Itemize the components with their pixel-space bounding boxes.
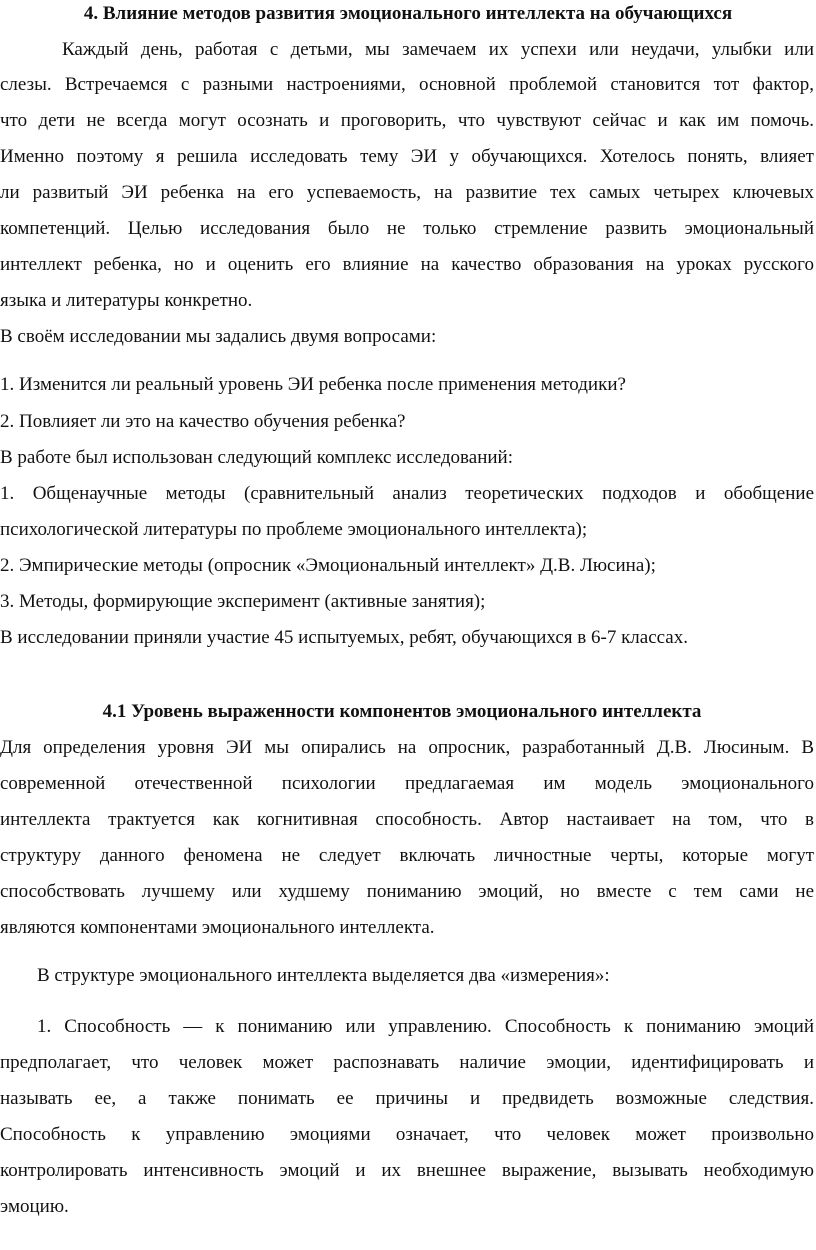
subsection-heading: 4.1 Уровень выраженности компонентов эмоционального интеллекта (102, 701, 702, 722)
paragraph-line: компетенций. Целью исследования было не только стремление развить эмоциональный (0, 218, 814, 239)
paragraph-line: Для определения уровня ЭИ мы опирались на опросник, разработанный Д.В. Люсиным. В (0, 737, 814, 758)
paragraph-line: эмоцию. (0, 1196, 69, 1217)
paragraph-line: ли развитый ЭИ ребенка на его успеваемость, на развитие тех самых четырех ключевых (0, 182, 814, 203)
methods-intro: В работе был использован следующий комплекс исследований: (0, 447, 513, 468)
paragraph-line: предполагает, что человек может распознавать наличие эмоции, идентифицировать и (0, 1052, 814, 1073)
paragraph-line: языка и литературы конкретно. (0, 290, 253, 311)
paragraph-line: 1. Способность — к пониманию или управлению. Способность к пониманию эмоций (37, 1016, 814, 1037)
paragraph-line: называть ее, а также понимать ее причины и предвидеть возможные следствия. (0, 1088, 814, 1109)
paragraph-line: Именно поэтому я решила исследовать тему ЭИ у обучающихся. Хотелось понять, влияет (0, 146, 814, 167)
paragraph-line: Каждый день, работая с детьми, мы замечаем их успехи или неудачи, улыбки или (62, 39, 814, 60)
list-item: 1. Изменится ли реальный уровень ЭИ ребенка после применения методики? (0, 374, 626, 395)
list-item: 3. Методы, формирующие эксперимент (активные занятия); (0, 591, 486, 612)
paragraph-line: интеллект ребенка, но и оценить его влияние на качество образования на уроках русского (0, 254, 814, 275)
list-item: 2. Повлияет ли это на качество обучения ребенка? (0, 411, 406, 432)
list-item: 1. Общенаучные методы (сравнительный анализ теоретических подходов и обобщение (0, 483, 814, 504)
participants-text: В исследовании приняли участие 45 испытуемых, ребят, обучающихся в 6-7 классах. (0, 627, 688, 648)
paragraph-line: контролировать интенсивность эмоций и их внешнее выражение, вызывать необходимую (0, 1160, 814, 1181)
list-item: психологической литературы по проблеме эмоционального интеллекта); (0, 519, 588, 540)
questions-intro: В своём исследовании мы задались двумя вопросами: (0, 326, 437, 347)
paragraph-line: слезы. Встречаемся с разными настроениями, основной проблемой становится тот фактор, (0, 74, 814, 95)
paragraph-line: способствовать лучшему или худшему пониманию эмоций, но вместе с тем сами не (0, 881, 814, 902)
paragraph-line: интеллекта трактуется как когнитивная способность. Автор настаивает на том, что в (0, 809, 814, 830)
section-heading: 4. Влияние методов развития эмоционального интеллекта на обучающихся (83, 3, 733, 24)
paragraph-line: что дети не всегда могут осознать и проговорить, что чувствуют сейчас и как им помочь. (0, 110, 814, 131)
list-item: 2. Эмпирические методы (опросник «Эмоциональный интеллект» Д.В. Люсина); (0, 555, 656, 576)
paragraph-line: современной отечественной психологии предлагаемая им модель эмоционального (0, 773, 814, 794)
paragraph-line: являются компонентами эмоционального интеллекта. (0, 917, 435, 938)
paragraph-line: Способность к управлению эмоциями означает, что человек может произвольно (0, 1124, 814, 1145)
dimensions-intro: В структуре эмоционального интеллекта выделяется два «измерения»: (37, 965, 610, 986)
paragraph-line: структуру данного феномена не следует включать личностные черты, которые могут (0, 845, 814, 866)
